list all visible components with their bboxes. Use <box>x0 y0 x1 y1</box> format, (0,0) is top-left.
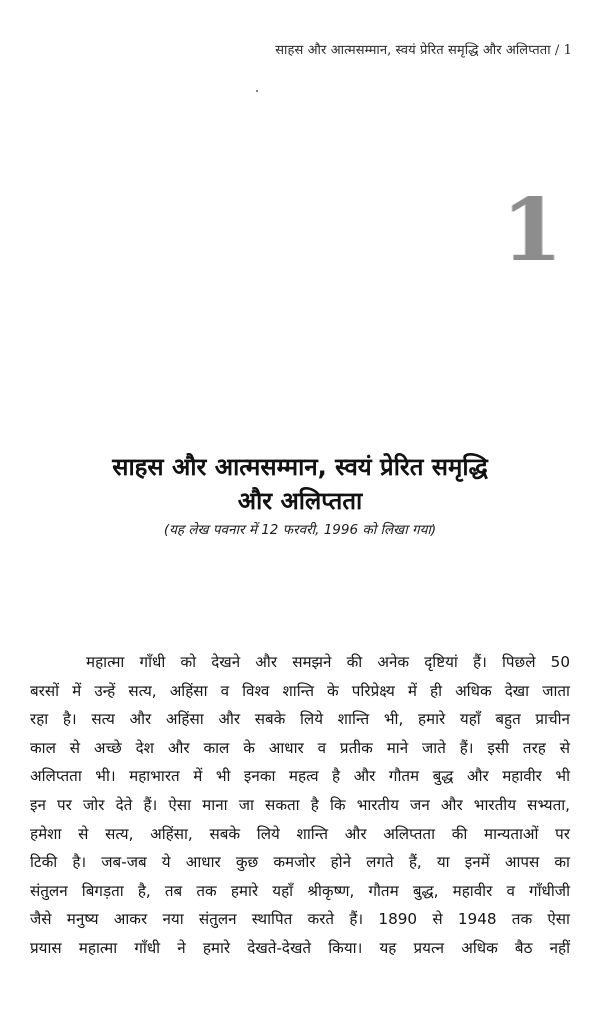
chapter-title-line-2: और अलिप्तता <box>237 487 363 515</box>
body-line: प्रयास महात्मा गाँधी ने हमारे देखते-देखते किया। यह प्रयत्न अधिक बैठ नहीं <box>30 938 570 957</box>
stray-dot <box>256 90 258 92</box>
body-line: महात्मा गाँधी को देखने और समझने की अनेक दृष्टियां हैं। पिछले 50 <box>86 653 570 671</box>
body-line: टिकी है। जब-जब ये आधार कुछ कमजोर होने लगते हैं, या इनमें आपस का <box>30 853 570 872</box>
body-line: रहा है। सत्य और अहिंसा और सबके लिये शान्ति भी, हमारे यहाँ बहुत प्राचीन <box>30 710 570 729</box>
body-line: काल से अच्छे देश और काल के आधार व प्रतीक माने जाते हैं। इसी तरह से <box>30 738 570 757</box>
body-line: संतुलन बिगड़ता है, तब तक हमारे यहाँ श्रीकृष्ण, गौतम बुद्ध, महावीर व गाँधीजी <box>30 881 570 900</box>
title-block <box>0 450 600 538</box>
chapter-title <box>0 450 600 518</box>
body-line: इन पर जोर देते हैं। ऐसा माना जा सकता है कि भारतीय जन और भारतीय सभ्यता, <box>30 795 570 814</box>
body-line: बरसों में उन्हें सत्य, अहिंसा व विश्व शान्ति के परिप्रेक्ष्य में ही अधिक देखा जाता <box>30 681 570 700</box>
body-line: अलिप्तता भी। महाभारत में भी इनका महत्व है और गौतम बुद्ध और महावीर भी <box>30 767 570 786</box>
chapter-subtitle: (यह लेख पवनार में 12 फरवरी, 1996 को लिखा गया) <box>163 522 437 538</box>
body-line: जैसे मनुष्य आकर नया संतुलन स्थापित करते हैं। 1890 से 1948 तक ऐसा <box>30 910 570 929</box>
running-header: साहस और आत्मसम्मान, स्वयं प्रेरित समृद्धि और अलिप्तता / 1 <box>275 43 572 58</box>
body-paragraph <box>30 648 570 963</box>
chapter-title-line-1: साहस और आत्मसम्मान, स्वयं प्रेरित समृद्धि <box>112 453 488 481</box>
body-line: हमेशा से सत्य, अहिंसा, सबके लिये शान्ति और अलिप्तता की मान्यताओं पर <box>30 824 570 843</box>
chapter-number: 1 <box>502 180 562 281</box>
